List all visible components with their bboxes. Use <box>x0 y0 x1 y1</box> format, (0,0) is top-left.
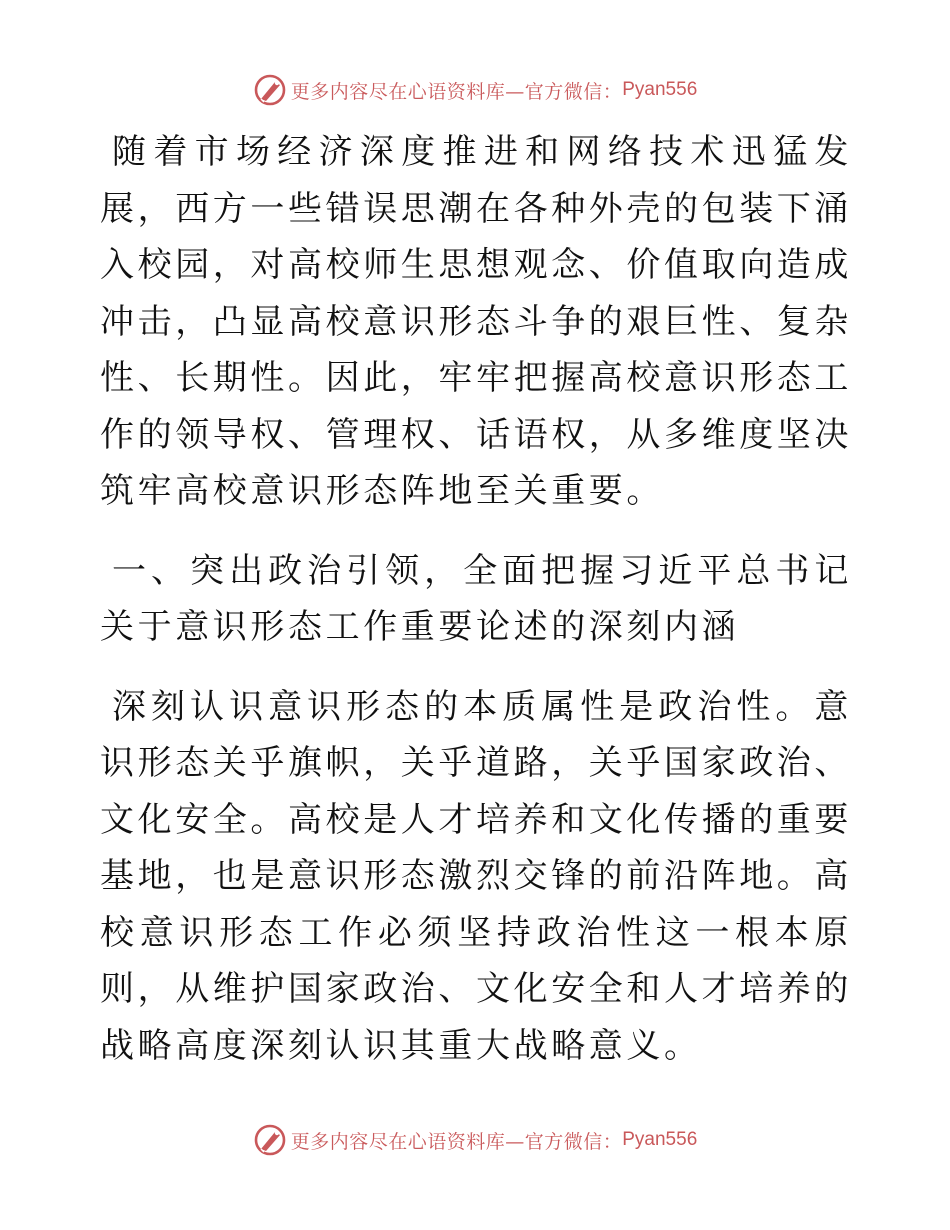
pen-circle-logo-icon <box>253 1123 287 1157</box>
document-body <box>100 124 852 1074</box>
footer-banner <box>0 1120 950 1160</box>
section-heading: 一、突出政治引领，全面把握习近平总书记关于意识形态工作重要论述的深刻内涵 <box>100 550 852 647</box>
pen-circle-logo-icon <box>253 73 287 107</box>
footer-wechat-id: Pyan556 <box>622 1129 698 1150</box>
paragraph-section-1: 深刻认识意识形态的本质属性是政治性。意识形态关乎旗帜，关乎道路，关乎国家政治、文化安全。高校是人才培养和文化传播的重要基地，也是意识形态激烈交锋的前沿阵地。高校意识形态工作必须坚持政治性这一根本原则，从维护国家政治、文化安全和人才培养的战略高度深刻认识其重大战略意义。 <box>100 686 852 1066</box>
header-banner-text: 更多内容尽在心语资料库—官方微信： <box>290 80 623 103</box>
header-wechat-id: Pyan556 <box>622 79 698 100</box>
header-banner <box>0 70 950 110</box>
paragraph-intro: 随着市场经济深度推进和网络技术迅猛发展，西方一些错误思潮在各种外壳的包装下涌入校园，对高校师生思想观念、价值取向造成冲击，凸显高校意识形态斗争的艰巨性、复杂性、长期性。因此，牢牢把握高校意识形态工作的领导权、管理权、话语权，从多维度坚决筑牢高校意识形态阵地至关重要。 <box>100 132 852 511</box>
footer-banner-text: 更多内容尽在心语资料库—官方微信： <box>290 1130 623 1153</box>
